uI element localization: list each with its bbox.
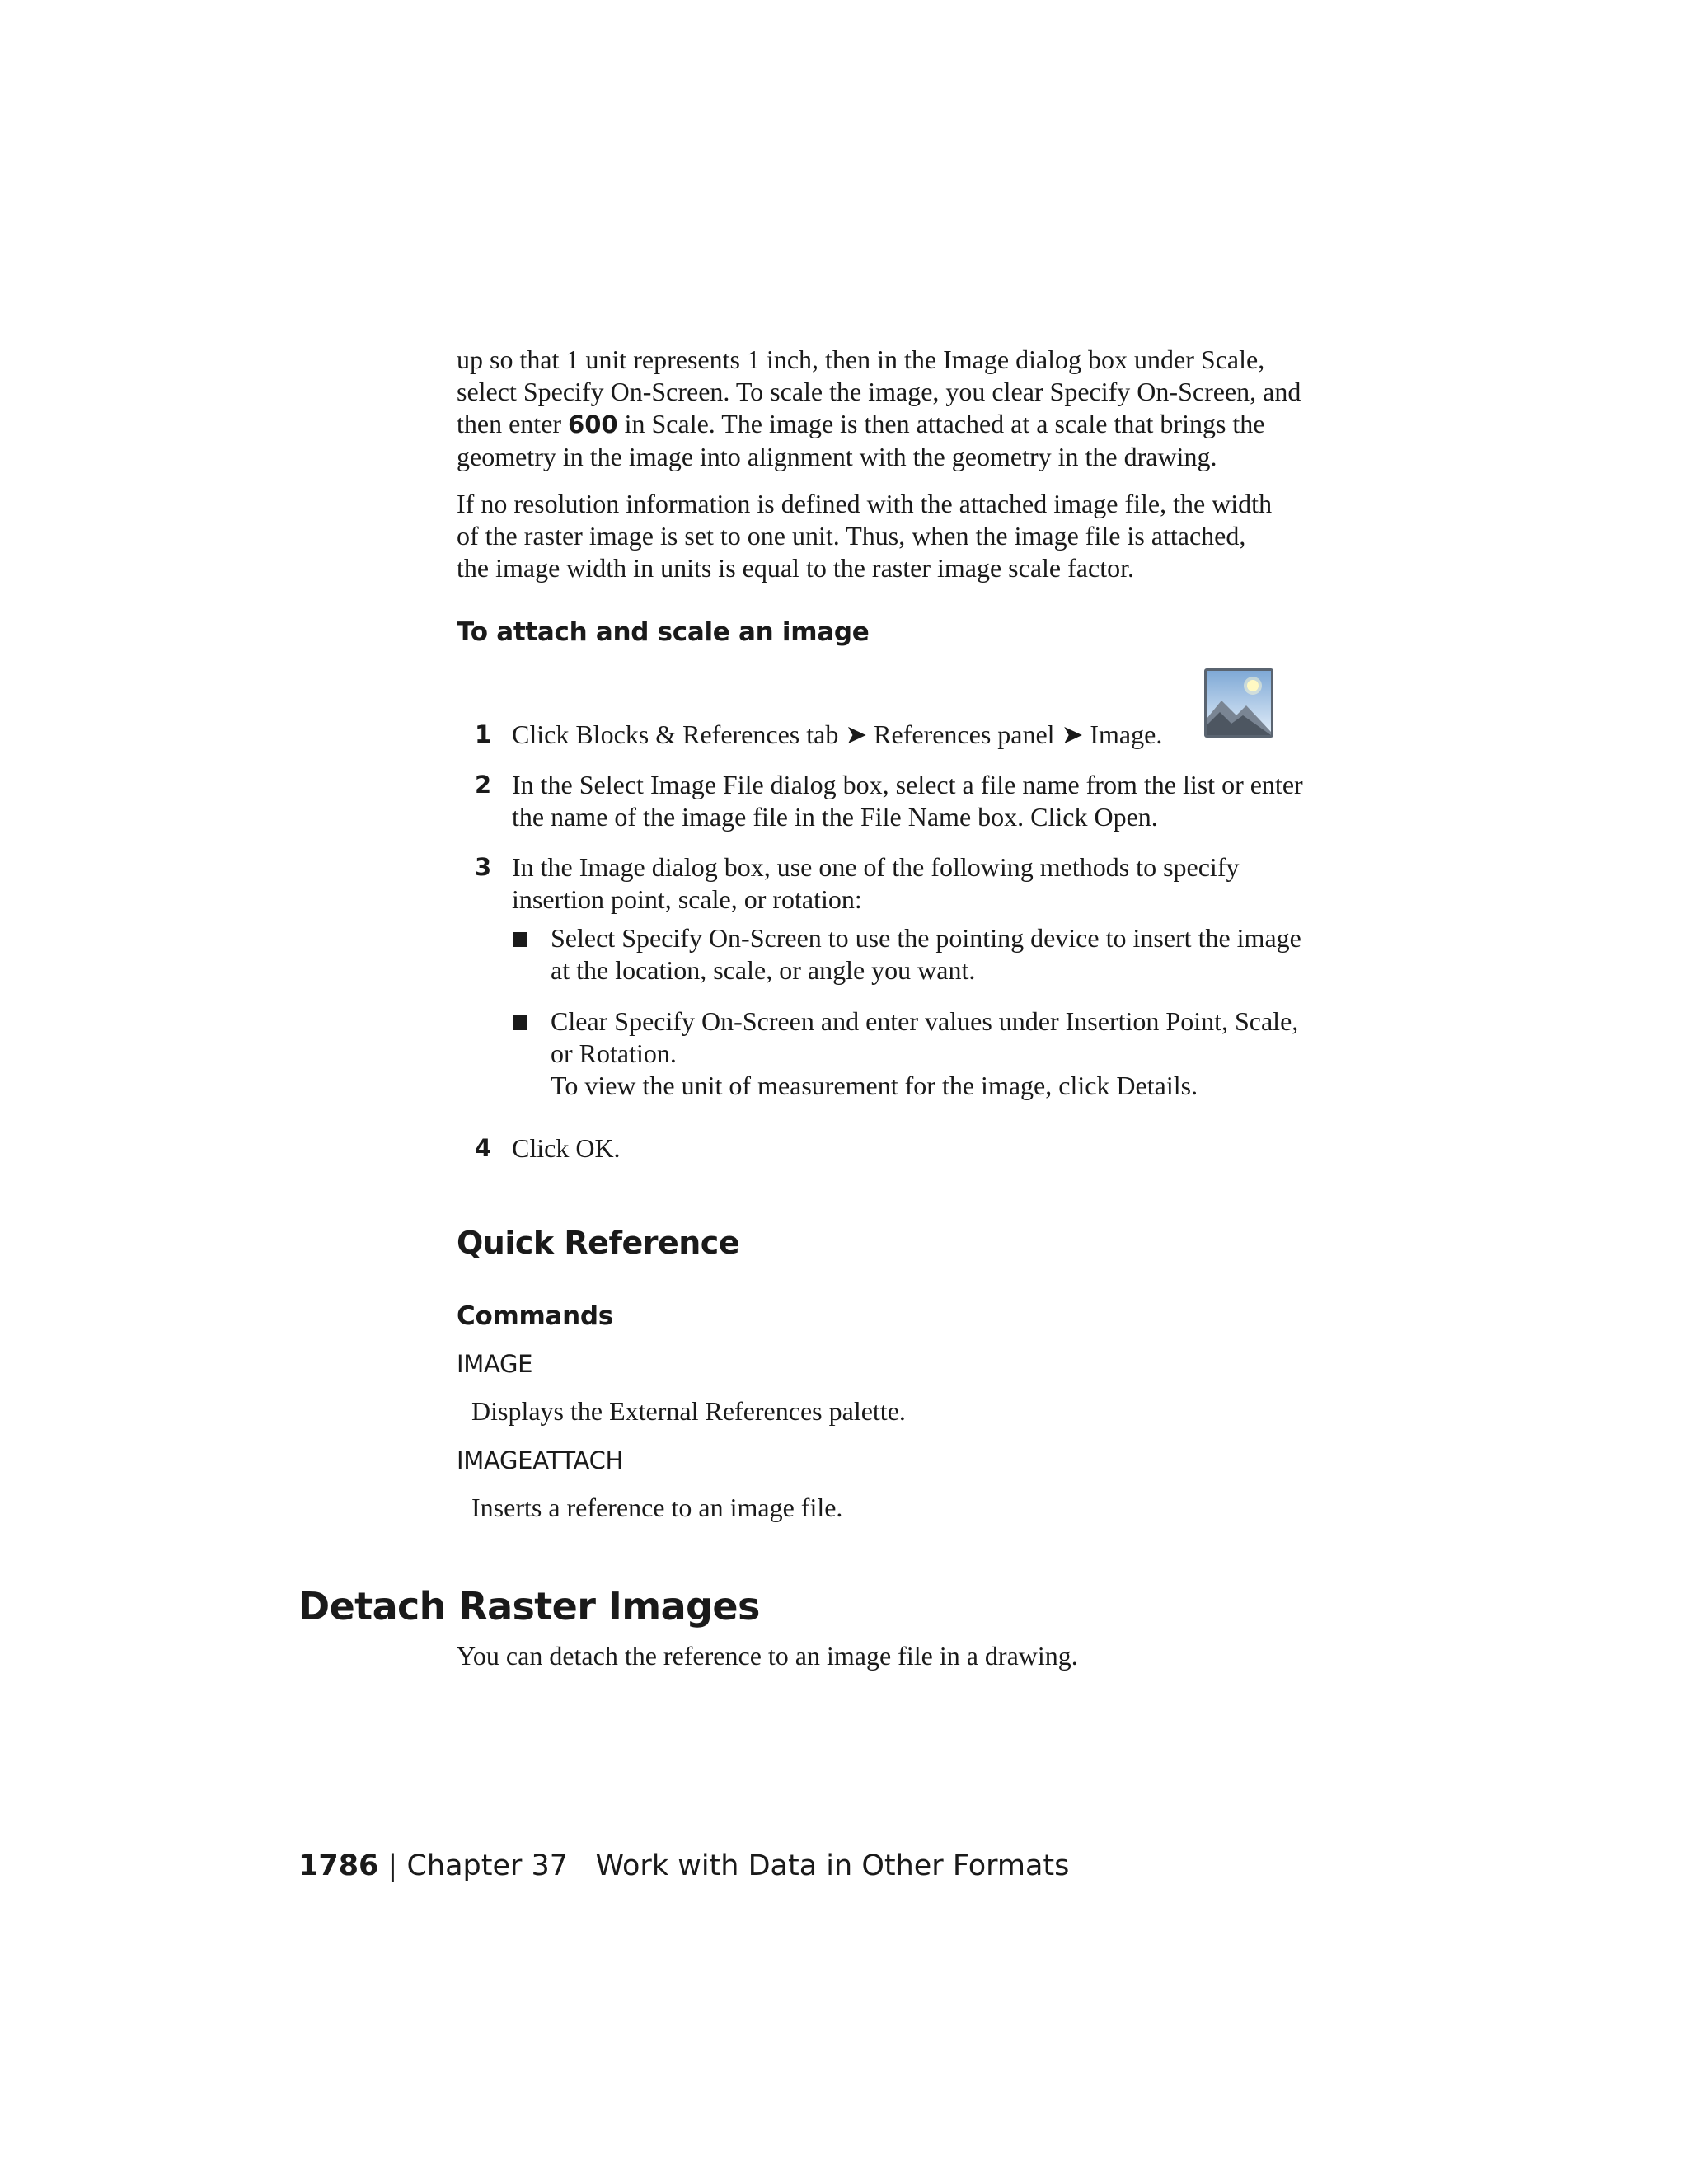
bullet-square-icon	[513, 1015, 528, 1030]
command-description: Inserts a reference to an image file.	[471, 1493, 843, 1522]
text-fragment: in Scale. The image is then attached at a scale that brings the	[617, 409, 1265, 438]
text-line: at the location, scale, or angle you want.	[551, 955, 976, 985]
text-line: Click Blocks & References tab ➤ References panel ➤ Image.	[512, 719, 1163, 749]
text-fragment: then enter	[457, 409, 569, 438]
step-number: 1	[475, 720, 492, 748]
step-number: 2	[475, 771, 492, 799]
step-number: 4	[475, 1134, 492, 1162]
step-number: 3	[475, 853, 492, 881]
text-line: up so that 1 unit represents 1 inch, then in the Image dialog box under Scale,	[457, 344, 1265, 374]
text-line: In the Select Image File dialog box, select a file name from the list or enter	[512, 770, 1303, 799]
text-line: of the raster image is set to one unit. Thus, when the image file is attached,	[457, 521, 1246, 551]
procedure-heading: To attach and scale an image	[457, 617, 870, 647]
footer-separator: |	[378, 1849, 407, 1882]
page-footer	[298, 1849, 1069, 1882]
text-line: Select Specify On-Screen to use the pointing device to insert the image	[551, 923, 1301, 953]
bullet-text	[551, 922, 1301, 987]
text-line: the name of the image file in the File Name box. Click Open.	[512, 802, 1158, 832]
text-line	[457, 408, 1347, 441]
resolution-paragraph	[457, 488, 1347, 584]
text-line: Click OK.	[512, 1133, 621, 1163]
bullet-text	[551, 1005, 1298, 1102]
commands-heading: Commands	[457, 1301, 613, 1331]
text-line: or Rotation.	[551, 1038, 677, 1068]
step-text	[512, 1132, 621, 1165]
command-name-imageattach[interactable]: IMAGEATTACH	[457, 1446, 624, 1474]
step-text	[512, 719, 1162, 751]
page-number: 1786	[298, 1849, 379, 1882]
text-line: the image width in units is equal to the raster image scale factor.	[457, 553, 1134, 583]
command-name-image[interactable]: IMAGE	[457, 1350, 533, 1378]
detach-paragraph: You can detach the reference to an image file in a drawing.	[457, 1641, 1078, 1671]
text-line: select Specify On-Screen. To scale the image, you clear Specify On-Screen, and	[457, 377, 1301, 406]
quick-reference-heading: Quick Reference	[457, 1225, 740, 1261]
text-line: geometry in the image into alignment with the geometry in the drawing.	[457, 442, 1217, 471]
step-2	[457, 769, 1363, 835]
step-text	[512, 769, 1303, 833]
step-1	[457, 719, 1363, 752]
section-heading: Detach Raster Images	[298, 1584, 760, 1629]
step-3	[457, 851, 1363, 917]
chapter-title: Work with Data in Other Formats	[595, 1849, 1070, 1882]
scale-value: 600	[568, 410, 618, 438]
intro-paragraph	[457, 344, 1347, 473]
text-line: If no resolution information is defined with the attached image file, the width	[457, 489, 1273, 518]
chapter-label: Chapter 37	[406, 1849, 569, 1882]
step-text	[512, 851, 1239, 916]
text-line: In the Image dialog box, use one of the following methods to specify	[512, 852, 1240, 882]
command-description: Displays the External References palette.	[471, 1396, 906, 1426]
text-line: insertion point, scale, or rotation:	[512, 884, 862, 914]
text-line: Clear Specify On-Screen and enter values under Insertion Point, Scale,	[551, 1006, 1299, 1036]
bullet-square-icon	[513, 932, 528, 947]
text-line: To view the unit of measurement for the image, click Details.	[551, 1071, 1198, 1100]
step-4	[457, 1132, 1363, 1165]
